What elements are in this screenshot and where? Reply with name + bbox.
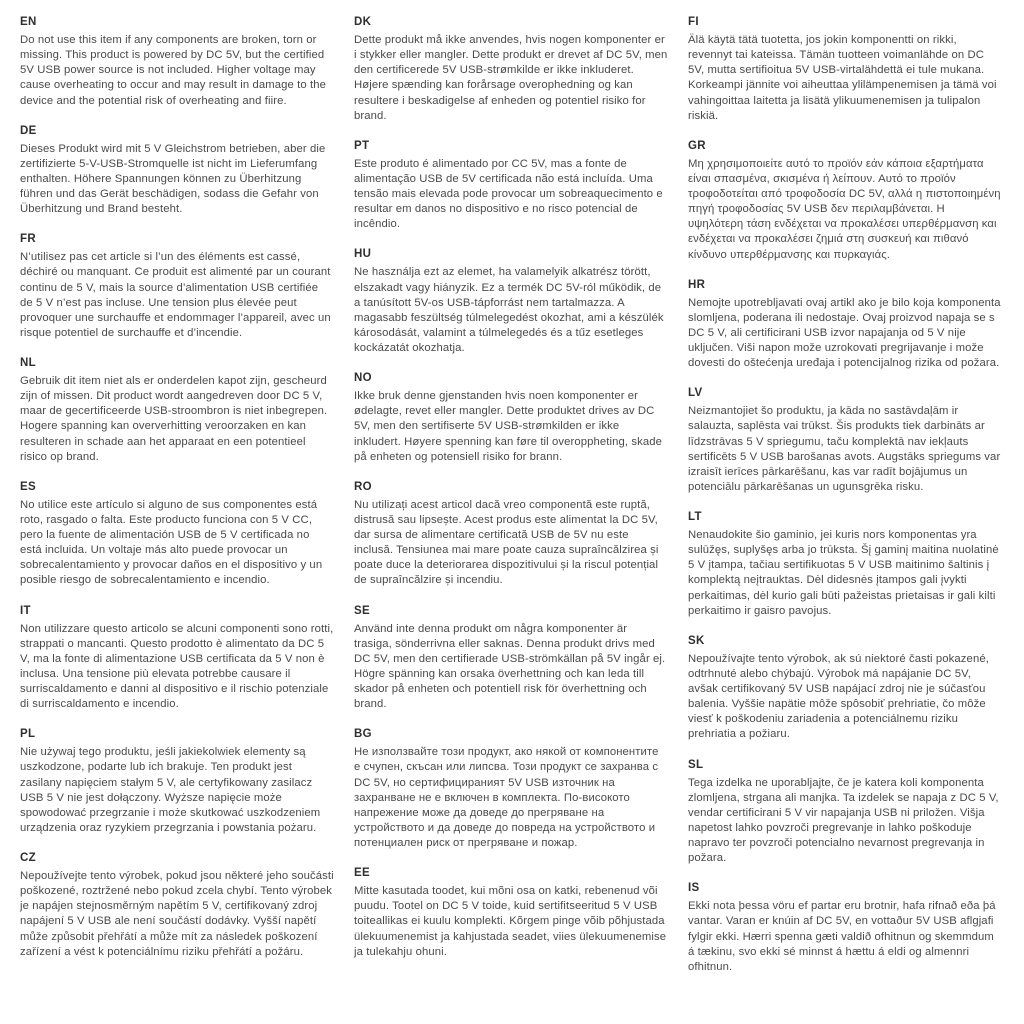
section-en — [20, 16, 334, 109]
language-code-lt: LT — [688, 511, 702, 523]
language-code-de: DE — [20, 124, 37, 137]
language-code-fr: FR — [20, 233, 36, 246]
warning-text-nl: Gebruik dit item niet als er onderdelen kapot zijn, gescheurd zijn of missen. Dit product wordt aangedreven door DC 5 V, maar de gecertificeerde USB-stroombron is niet inbegrepen. Hogere spanning kan oververhitting veroorzaken en kan resulteren in schade aan het apparaat en een potentieel risico op brand. — [20, 375, 328, 463]
language-code-es: ES — [20, 480, 36, 493]
language-code-sk: SK — [688, 634, 705, 647]
section-hr — [688, 279, 1002, 372]
warning-text-en: Do not use this item if any components are broken, torn or missing. This product is powered by DC 5V, but the certified 5V USB power source is not included. Higher voltage may cause overheating to occur and may result in damage to the device and the potential risk of overheating and fiire. — [20, 34, 326, 107]
language-code-pt: PT — [354, 139, 370, 152]
section-sk — [688, 635, 1002, 743]
section-nl — [20, 357, 334, 465]
warning-text-pl: Nie używaj tego produktu, jeśli jakiekolwiek elementy są uszkodzone, podarte lub ich brakuje. Ten produkt jest zasilany napięciem stałym 5 V, ale certyfikowany zasilacz USB 5 V nie jest dołączony. Wyższe napięcie może spowodować przegrzanie i może skutkować uszkodzeniem urządzenia oraz ryzykiem przegrzania i powstania pożaru. — [20, 746, 321, 834]
language-code-ee: EE — [354, 867, 370, 880]
section-fi — [688, 16, 1002, 124]
section-se — [354, 605, 668, 713]
language-code-sl: SL — [688, 758, 704, 771]
warning-text-gr: Μη χρησιμοποιείτε αυτό το προϊόν εάν κάποια εξαρτήματα είναι σπασμένα, σκισμένα ή λείπουν. Αυτό το προϊόν τροφοδοτείται από τροφοδοσία DC 5V, αλλά η πιστοποιημένη πηγή τροφοδοσίας 5V USB δεν περιλαμβάνεται. Η υψηλότερη τάση ενδέχεται να προκαλέσει υπερθέρμανση και ενδέχεται να προκαλέσει ζημιά στη συσκευή και πιθανό κίνδυνο υπερθέρμανσης και πυρκαγιάς. — [688, 157, 1001, 261]
warning-text-cz: Nepoužívejte tento výrobek, pokud jsou některé jeho součásti poškozené, roztržené nebo pokud zcela chybí. Tento výrobek je napájen stejnosměrným napětím 5 V, certifikovaný zdroj napájení 5 V USB ale není součástí dodávky. Vyšší napětí může způsobit přehřátí a může mít za následek poškození zařízení a vést k potenciálnímu riziku přehřátí a požáru. — [20, 870, 334, 958]
section-ee — [354, 867, 668, 960]
warning-text-no: Ikke bruk denne gjenstanden hvis noen komponenter er ødelagte, revet eller mangler. Dette produktet drives av DC 5V, men den sertifiserte 5V USB-strømkilden er ikke inkludert. Høyere spenning kan føre til overoppheting, skade på enheten og potensiell risiko for brann. — [354, 390, 663, 463]
warning-text-is: Ekki nota þessa vöru ef partar eru brotnir, hafa rifnað eða þá vantar. Varan er knúin af DC 5V, en vottaður 5V USB aflgjafi fylgir ekki. Hærri spenna gæti valdið ofhitnun og skemmdum á tækinu, svo ekki sé minnst á hættu á eldi og almennri ofhitnun. — [688, 900, 996, 973]
warning-text-hr: Nemojte upotrebljavati ovaj artikl ako je bilo koja komponenta slomljena, poderana ili nedostaje. Ovaj proizvod napaja se s DC 5 V, ali certificirani USB izvor napajanja od 5 V nije uključen. Viši napon može uzrokovati pregrijavanje i može dovesti do oštećenja uređaja i potencijalnog rizika od požara. — [688, 296, 1001, 370]
section-es — [20, 481, 334, 589]
language-code-is: IS — [688, 882, 700, 895]
section-gr — [688, 140, 1002, 263]
language-code-dk: DK — [354, 16, 372, 28]
warning-text-de: Dieses Produkt wird mit 5 V Gleichstrom betrieben, aber die zertifizierte 5-V-USB-Stromquelle ist nicht im Lieferumfang enthalten. Höhere Spannungen können zu Überhitzung führen und das Gerät beschädigen, sodass die Gefahr von Überhitzung und Brand besteht. — [20, 142, 326, 216]
warning-text-bg: Не използвайте този продукт, ако някой от компонентите е счупен, скъсан или липсва. Този продукт се захранва с DC 5V, но сертифицираният 5V USB източник на захранване не е включен в комплекта. По-високото напрежение може да доведе до прегряване на устройството и да доведе до повреда на устройството и потенциален риск от прегряване и пожар. — [354, 746, 659, 849]
warning-text-sl: Tega izdelka ne uporabljajte, če je katera koli komponenta zlomljena, strgana ali manjka. Ta izdelek se napaja z DC 5 V, vendar certificirani 5 V vir napajanja USB ni priložen. Višja napetost lahko povzroči pregrevanje in lahko poškoduje napravo ter povzroči potencialno nevarnost pregrevanja in požara. — [688, 776, 999, 865]
section-it — [20, 605, 334, 713]
section-lv — [688, 387, 1002, 495]
warning-text-pt: Este produto é alimentado por CC 5V, mas a fonte de alimentação USB de 5V certificada não está incluída. Uma tensão mais elevada pode provocar um sobreaquecimento e resultar em danos no dispositivo e no risco potencial de incêndio. — [354, 157, 663, 231]
section-de — [20, 125, 334, 218]
section-fr — [20, 233, 334, 341]
language-code-hu: HU — [354, 248, 372, 261]
warning-text-sk: Nepoužívajte tento výrobok, ak sú niektoré časti pokazené, odtrhnuté alebo chýbajú. Výrobok má napájanie DC 5V, avšak certifikovaný 5V USB napájací zdroj nie je súčasťou balenia. Vyššie napätie môže spôsobiť prehriatie, čo môže viesť k poškodeniu zariadenia a potenciálnemu riziku prehriatia a požiaru. — [688, 652, 989, 741]
language-code-pl: PL — [20, 728, 36, 741]
section-pl — [20, 728, 334, 836]
warning-text-ro: Nu utilizați acest articol dacă vreo componentă este ruptă, distrusă sau lipsește. Acest produs este alimentat la DC 5V, dar sursa de alimentare certificată USB de 5V nu este inclusă. Tensiunea mai mare poate cauza supraîncălzirea și poate duce la deteriorarea dispozitivului și la riscul potențial de supraîncălzire și incendiu. — [354, 498, 659, 587]
language-code-bg: BG — [354, 728, 372, 741]
column-1 — [20, 16, 334, 976]
language-code-en: EN — [20, 16, 37, 28]
section-ro — [354, 481, 668, 589]
language-code-fi: FI — [688, 16, 699, 28]
warning-text-fi: Älä käytä tätä tuotetta, jos jokin komponentti on rikki, revennyt tai kateissa. Tämän tuotteen voimanlähde on DC 5V, mutta sertifioitua 5V USB-virtalähdettä ei tule mukana. Korkeampi jännite voi aiheuttaa ylilämpenemisen ja tämä voi vahingoittaa laitetta ja lisätä ylikuumenemisen ja tulipalon riskiä. — [688, 34, 997, 122]
section-pt — [354, 140, 668, 233]
warning-text-hu: Ne használja ezt az elemet, ha valamelyik alkatrész törött, elszakadt vagy hiányzik. Ez a termék DC 5V-ról működik, de a tanúsított 5V-os USB-tápforrást nem tartalmazza. A magasabb feszültség túlmelegedést okozhat, ami a készülék károsodását, valamint a túlmelegedés és a tűz esetleges kockázatát okozhatja. — [354, 266, 664, 354]
warning-text-it: Non utilizzare questo articolo se alcuni componenti sono rotti, strappati o mancanti. Questo prodotto è alimentato da DC 5 V, ma la fonte di alimentazione USB certificata da 5 V non è inclusa. Una tensione più elevata potrebbe causare il surriscaldamento e danni al dispositivo e il rischio potenziale di surriscaldamento e incendio. — [20, 622, 334, 711]
warning-text-fr: N’utilisez pas cet article si l’un des éléments est cassé, déchiré ou manquant. Ce produit est alimenté par un courant continu de 5 V, mais la source d’alimentation USB certifiée de 5 V n’est pas incluse. Une tension plus élevée peut provoquer une surchauffe et endommager l’appareil, avec un risque potentiel de surchauffe et d’incendie. — [20, 251, 331, 339]
section-is — [688, 882, 1002, 975]
section-hu — [354, 248, 668, 356]
section-no — [354, 372, 668, 465]
language-code-lv: LV — [688, 387, 703, 400]
column-3 — [688, 16, 1002, 991]
language-code-gr: GR — [688, 139, 706, 152]
warning-text-se: Använd inte denna produkt om några komponenter är trasiga, sönderrivna eller saknas. Denna produkt drivs med DC 5V, men den certifierade USB-strömkällan på 5V ingår ej. Högre spänning kan orsaka överhettning och kan leda till skador på enheten och potentiell risk för överhettning och brand. — [354, 622, 666, 711]
warning-text-ee: Mitte kasutada toodet, kui mõni osa on katki, rebenenud või puudu. Tootel on DC 5 V toide, kuid sertifitseeritud 5 V USB toiteallikas ei kuulu komplekti. Kõrgem pinge võib põhjustada ülekuumenemist ja kahjustada seadet, viies ülekuumenemise ja tulekahju ohuni. — [354, 885, 667, 958]
section-dk — [354, 16, 668, 124]
column-2 — [354, 16, 668, 976]
warning-text-dk: Dette produkt må ikke anvendes, hvis nogen komponenter er i stykker eller mangler. Dette produkt er drevet af DC 5V, men den certificerede 5V USB-strømkilde er ikke inkluderet. Højere spænding kan forårsage overophedning og kan resultere i beskadigelse af enheden og potentiel risiko for brand. — [354, 34, 668, 122]
section-bg — [354, 728, 668, 851]
language-code-cz: CZ — [20, 852, 36, 864]
language-code-no: NO — [354, 372, 372, 385]
section-sl — [688, 759, 1002, 867]
language-code-se: SE — [354, 604, 370, 617]
section-cz — [20, 852, 334, 960]
language-code-hr: HR — [688, 278, 706, 291]
warning-text-lt: Nenaudokite šio gaminio, jei kuris nors komponentas yra sulūžęs, suplyšęs arba jo trūksta. Šį gaminį maitina nuolatinė 5 V įtampa, tačiau sertifikuotas 5 V USB maitinimo šaltinis į komplektą neįtrauktas. Dėl didesnės įtampos gali įvykti perkaitimas, dėl kurio gali būti pažeistas prietaisas ir gali kilti perkaitimo ir gaisro pavojus. — [688, 529, 999, 617]
warning-text-es: No utilice este artículo si alguno de sus componentes está roto, rasgado o falta. Este producto funciona con 5 V CC, pero la fuente de alimentación USB de 5 V certificada no está incluida. Un voltaje más alto puede provocar un sobrecalentamiento y provocar daños en el dispositivo y un posible riesgo de sobrecalentamiento e incendio. — [20, 498, 323, 587]
language-code-nl: NL — [20, 357, 36, 369]
section-lt — [688, 511, 1002, 619]
warning-text-lv: Neizmantojiet šo produktu, ja kāda no sastāvdaļām ir salauzta, saplēsta vai trūkst. Šis produkts tiek darbināts ar līdzstrāvas 5 V spriegumu, taču komplektā nav iekļauts sertificēts 5 V USB barošanas avots. Augstāks spriegums var izraisīt ierīces pārkarēšanu, kas var radīt bojājumus un potenciālu pārkarēšanas un ugunsgrēka risku. — [688, 405, 1001, 493]
language-code-ro: RO — [354, 480, 372, 493]
language-code-it: IT — [20, 604, 31, 617]
